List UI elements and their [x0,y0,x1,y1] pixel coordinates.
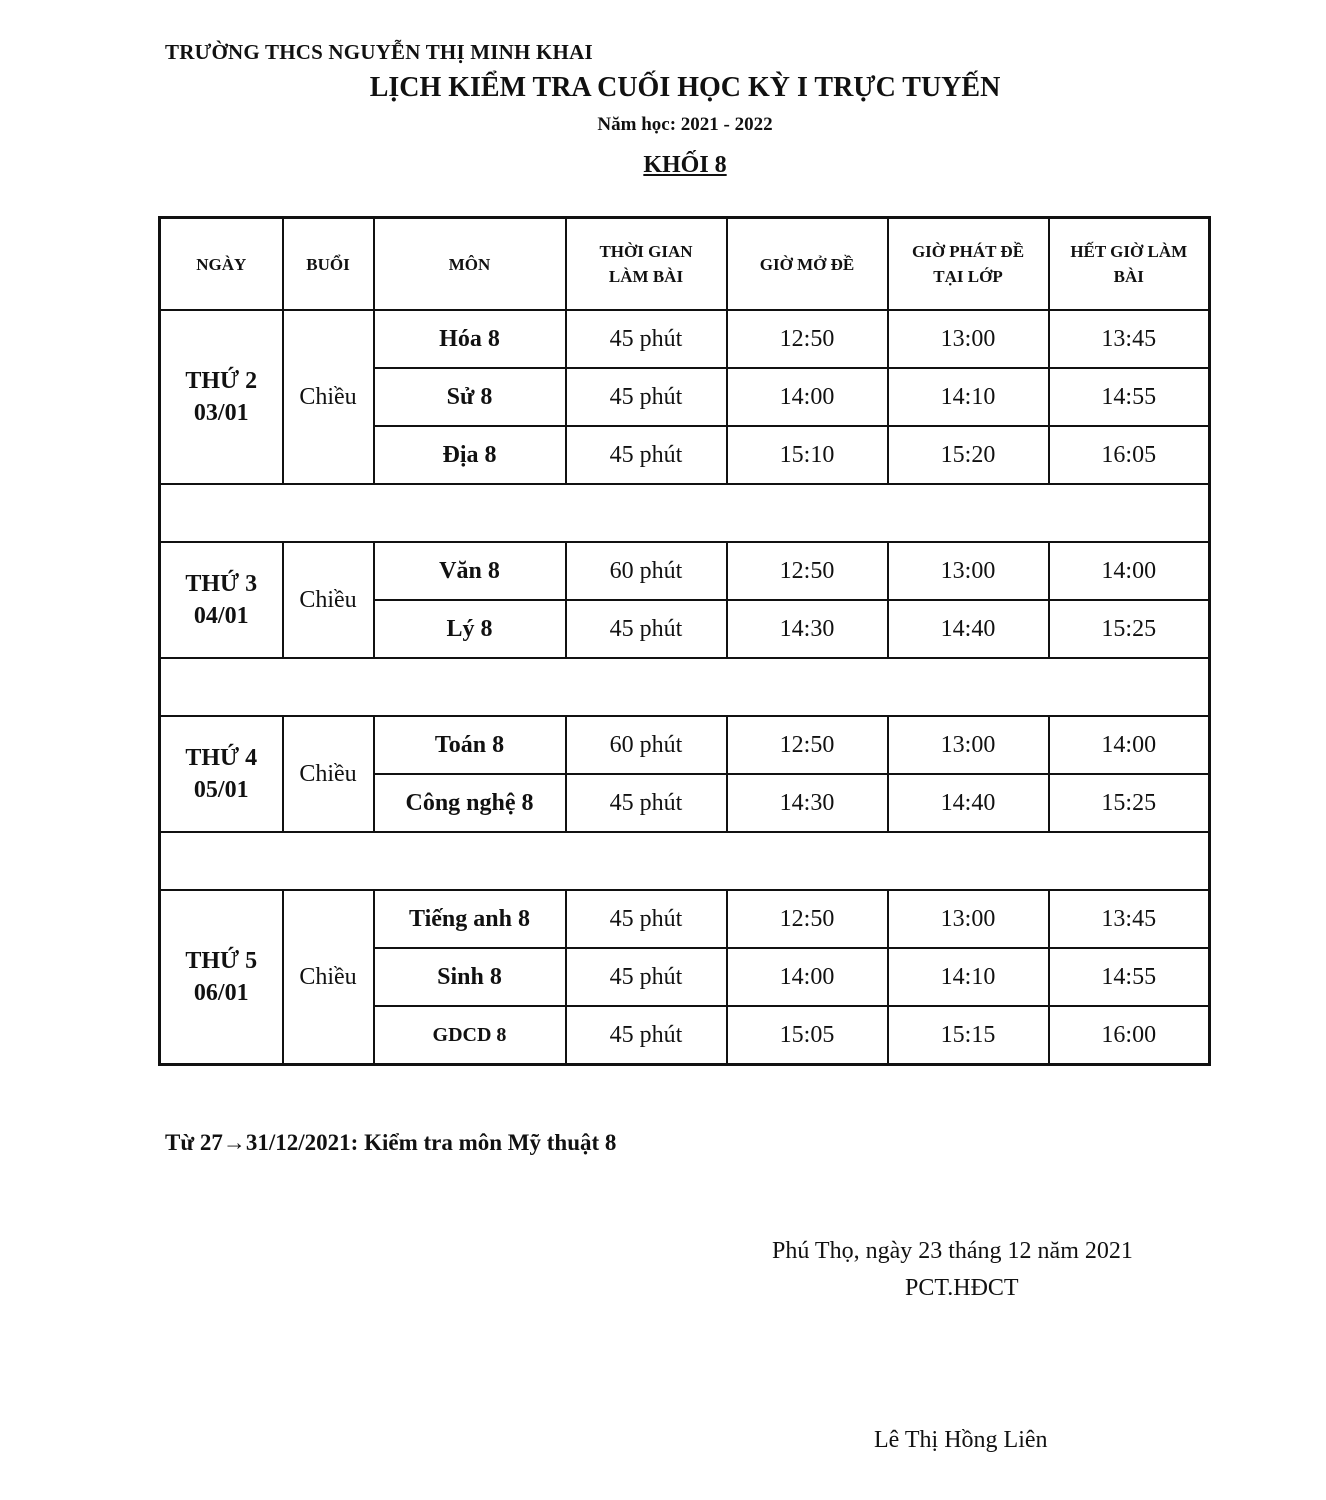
day-date: 05/01 [193,777,249,803]
table-row [160,542,1210,600]
duration-cell: 45 phút [566,1006,727,1065]
day-cell [160,542,283,658]
document-title: LỊCH KIỂM TRA CUỐI HỌC KỲ I TRỰC TUYẾN [369,72,1001,103]
table-row [160,716,1210,774]
subject-cell: Toán 8 [374,716,566,774]
header-session [283,218,374,311]
session-cell: Chiều [283,542,374,658]
subject-cell: Văn 8 [374,542,566,600]
spacer-cell [160,484,1210,542]
header-subject-label: MÔN [448,254,491,274]
subject-cell: Lý 8 [374,600,566,658]
header-open-label: GIỜ MỞ ĐỀ [759,254,855,274]
header-duration [566,218,727,311]
issue-time-cell: 15:15 [888,1006,1049,1065]
subject-cell: GDCD 8 [374,1006,566,1065]
header-issue [888,218,1049,311]
spacer-row [160,832,1210,890]
duration-cell: 45 phút [566,368,727,426]
open-time-cell: 15:05 [727,1006,888,1065]
header-open [727,218,888,311]
spacer-cell [160,658,1210,716]
header-row [160,218,1210,311]
end-time-cell: 15:25 [1049,600,1210,658]
header-session-label: BUỔI [306,254,350,274]
open-time-cell: 12:50 [727,310,888,368]
issue-time-cell: 13:00 [888,890,1049,948]
open-time-cell: 12:50 [727,542,888,600]
header-day-label: NGÀY [196,254,247,274]
end-time-cell: 13:45 [1049,890,1210,948]
day-name: THỨ 4 [185,745,258,771]
header-end-line2: BÀI [1113,267,1144,286]
open-time-cell: 12:50 [727,890,888,948]
issue-time-cell: 13:00 [888,310,1049,368]
header-duration-line2: LÀM BÀI [608,267,684,286]
duration-cell: 45 phút [566,426,727,484]
spacer-row [160,484,1210,542]
grade-heading: KHỐI 8 [643,152,727,178]
duration-cell: 45 phút [566,600,727,658]
session-cell: Chiều [283,890,374,1065]
art-exam-note: Từ 27→31/12/2021: Kiểm tra môn Mỹ thuật 8 [165,1130,617,1155]
day-date: 04/01 [193,603,249,629]
exam-schedule-table [158,216,1211,1066]
table-row [160,310,1210,368]
issue-time-cell: 13:00 [888,716,1049,774]
signer-role: PCT.HĐCT [905,1275,1019,1301]
duration-cell: 60 phút [566,542,727,600]
end-time-cell: 14:00 [1049,716,1210,774]
day-cell [160,890,283,1065]
end-time-cell: 16:05 [1049,426,1210,484]
duration-cell: 45 phút [566,890,727,948]
day-date: 03/01 [193,400,249,426]
open-time-cell: 14:30 [727,774,888,832]
day-name: THỨ 3 [185,571,258,597]
open-time-cell: 14:00 [727,368,888,426]
header-subject [374,218,566,311]
day-cell [160,716,283,832]
school-year: Năm học: 2021 - 2022 [597,114,773,135]
header-day [160,218,283,311]
end-time-cell: 15:25 [1049,774,1210,832]
header-end-line1: HẾT GIỜ LÀM [1070,242,1188,261]
header-issue-line1: GIỜ PHÁT ĐỀ [911,242,1025,261]
header-issue-line2: TẠI LỚP [933,267,1003,286]
duration-cell: 45 phút [566,774,727,832]
subject-cell: Địa 8 [374,426,566,484]
issue-time-cell: 13:00 [888,542,1049,600]
issue-time-cell: 15:20 [888,426,1049,484]
end-time-cell: 14:55 [1049,368,1210,426]
subject-cell: Công nghệ 8 [374,774,566,832]
duration-cell: 45 phút [566,310,727,368]
header-end [1049,218,1210,311]
day-date: 06/01 [193,980,249,1006]
issue-time-cell: 14:10 [888,948,1049,1006]
issue-time-cell: 14:10 [888,368,1049,426]
session-cell: Chiều [283,716,374,832]
place-and-date: Phú Thọ, ngày 23 tháng 12 năm 2021 [772,1238,1133,1264]
open-time-cell: 15:10 [727,426,888,484]
duration-cell: 60 phút [566,716,727,774]
header-duration-line1: THỜI GIAN [599,242,693,261]
subject-cell: Hóa 8 [374,310,566,368]
subject-cell: Sinh 8 [374,948,566,1006]
spacer-cell [160,832,1210,890]
duration-cell: 45 phút [566,948,727,1006]
day-cell [160,310,283,484]
table-row [160,890,1210,948]
issue-time-cell: 14:40 [888,600,1049,658]
subject-cell: Sử 8 [374,368,566,426]
open-time-cell: 12:50 [727,716,888,774]
spacer-row [160,658,1210,716]
open-time-cell: 14:00 [727,948,888,1006]
end-time-cell: 16:00 [1049,1006,1210,1065]
day-name: THỨ 5 [185,948,258,974]
end-time-cell: 14:00 [1049,542,1210,600]
open-time-cell: 14:30 [727,600,888,658]
session-cell: Chiều [283,310,374,484]
end-time-cell: 14:55 [1049,948,1210,1006]
school-name: TRƯỜNG THCS NGUYỄN THỊ MINH KHAI [165,40,593,64]
signer-name: Lê Thị Hồng Liên [874,1427,1048,1453]
issue-time-cell: 14:40 [888,774,1049,832]
day-name: THỨ 2 [185,368,258,394]
end-time-cell: 13:45 [1049,310,1210,368]
subject-cell: Tiếng anh 8 [374,890,566,948]
